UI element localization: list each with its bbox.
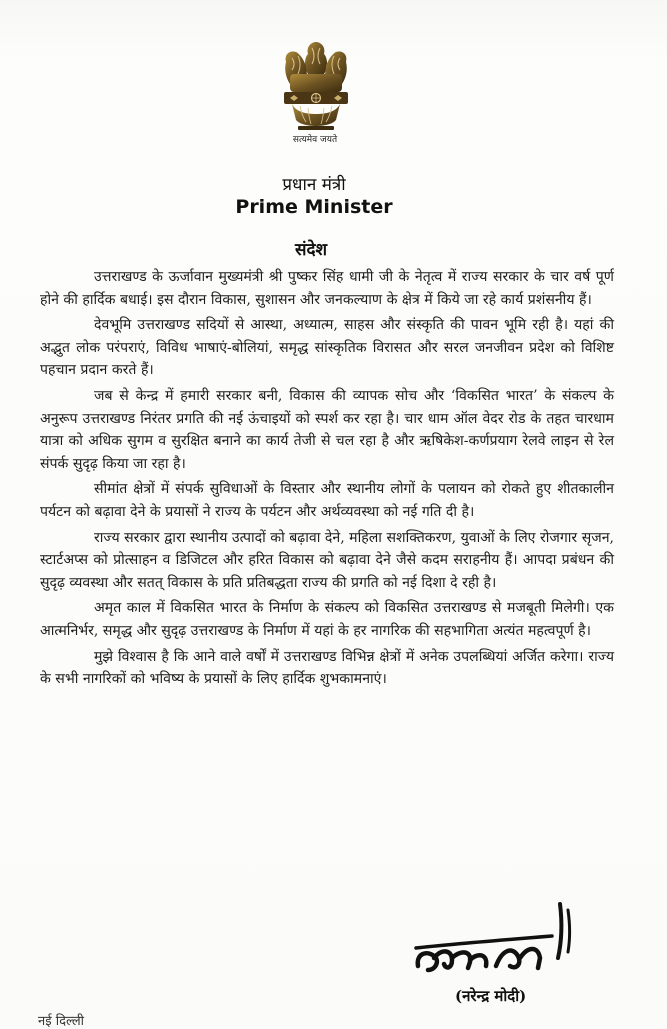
message-paragraph: देवभूमि उत्तराखण्ड सदियों से आस्था, अध्यात्म, साहस और संस्कृति की पावन भूमि रही है। यहां की अद्भुत लोक परंपराएं, विविध भाषाएं-बोलियां, समृद्ध सांस्कृतिक विरासत और सरल जनजीवन प्रदेश को विशिष्ट पहचान प्रदान करते हैं।	[40, 317, 614, 379]
office-title-hindi: प्रधान मंत्री	[282, 175, 346, 195]
message-paragraph: राज्य सरकार द्वारा स्थानीय उत्पादों को बढ़ावा देने, महिला सशक्तिकरण, युवाओं के लिए रोजगार सृजन, स्टार्टअप्स को प्रोत्साहन व डिजिटल और हरित विकास को बढ़ावा देने जैसे कदम सराहनीय हैं। आपदा प्रबंधन की सुदृढ़ व्यवस्था और सतत् विकास के प्रति प्रतिबद्धता राज्य की प्रगति को नई दिशा दे रही है।	[40, 529, 614, 591]
message-paragraph: अमृत काल में विकसित भारत के निर्माण के संकल्प को विकसित उत्तराखण्ड से मजबूती मिलेगी। एक आत्मनिर्भर, समृद्ध और सुदृढ़ उत्तराखण्ड के निर्माण में यहां के हर नागरिक की सहभागिता अत्यंत महत्वपूर्ण है।	[40, 600, 614, 639]
message-paragraph: जब से केन्द्र में हमारी सरकार बनी, विकास की व्यापक सोच और ‘विकसित भारत’ के संकल्प के अनुरूप उत्तराखण्ड निरंतर प्रगति की नई ऊंचाइयों को स्पर्श कर रहा है। चार धाम ऑल वेदर रोड के तहत चारधाम यात्रा को अधिक सुगम व सुरक्षित बनाने का कार्य तेजी से चल रहा है और ऋषिकेश-कर्णप्रयाग रेलवे लाइन से रेल संपर्क सुदृढ़ किया जा रहा है।	[40, 387, 614, 472]
message-paragraph: उत्तराखण्ड के ऊर्जावान मुख्यमंत्री श्री पुष्कर सिंह धामी जी के नेतृत्व में राज्य सरकार के चार वर्ष पूर्ण होने की हार्दिक बधाई। इस दौरान विकास, सुशासन और जनकल्याण के क्षेत्र में किये जा रहे कार्य प्रशंसनीय हैं।	[40, 269, 614, 308]
message-paragraph: मुझे विश्वास है कि आने वाले वर्षों में उत्तराखण्ड विभिन्न क्षेत्रों में अनेक उपलब्धियां अर्जित करेगा। राज्य के सभी नागरिकों को भविष्य के प्रयासों के लिए हार्दिक शुभकामनाएं।	[40, 648, 614, 688]
signer-name: (नरेन्द्र मोदी)	[455, 987, 527, 1005]
national-emblem-icon	[278, 40, 354, 144]
place-name: नई दिल्ली	[38, 1014, 85, 1029]
handwritten-signature-icon	[412, 900, 582, 978]
message-paragraph: सीमांत क्षेत्रों में संपर्क सुविधाओं के विस्तार और स्थानीय लोगों के पलायन को रोकते हुए शीतकालीन पर्यटन को बढ़ावा देने के प्रयासों ने राज्य के पर्यटन और अर्थव्यवस्था को नई गति दी है।	[40, 481, 614, 520]
message-title: संदेश	[294, 240, 328, 260]
office-title-english: Prime Minister	[235, 196, 393, 218]
message-body	[40, 266, 614, 694]
emblem-motto: सत्यमेव जयते	[292, 135, 338, 145]
